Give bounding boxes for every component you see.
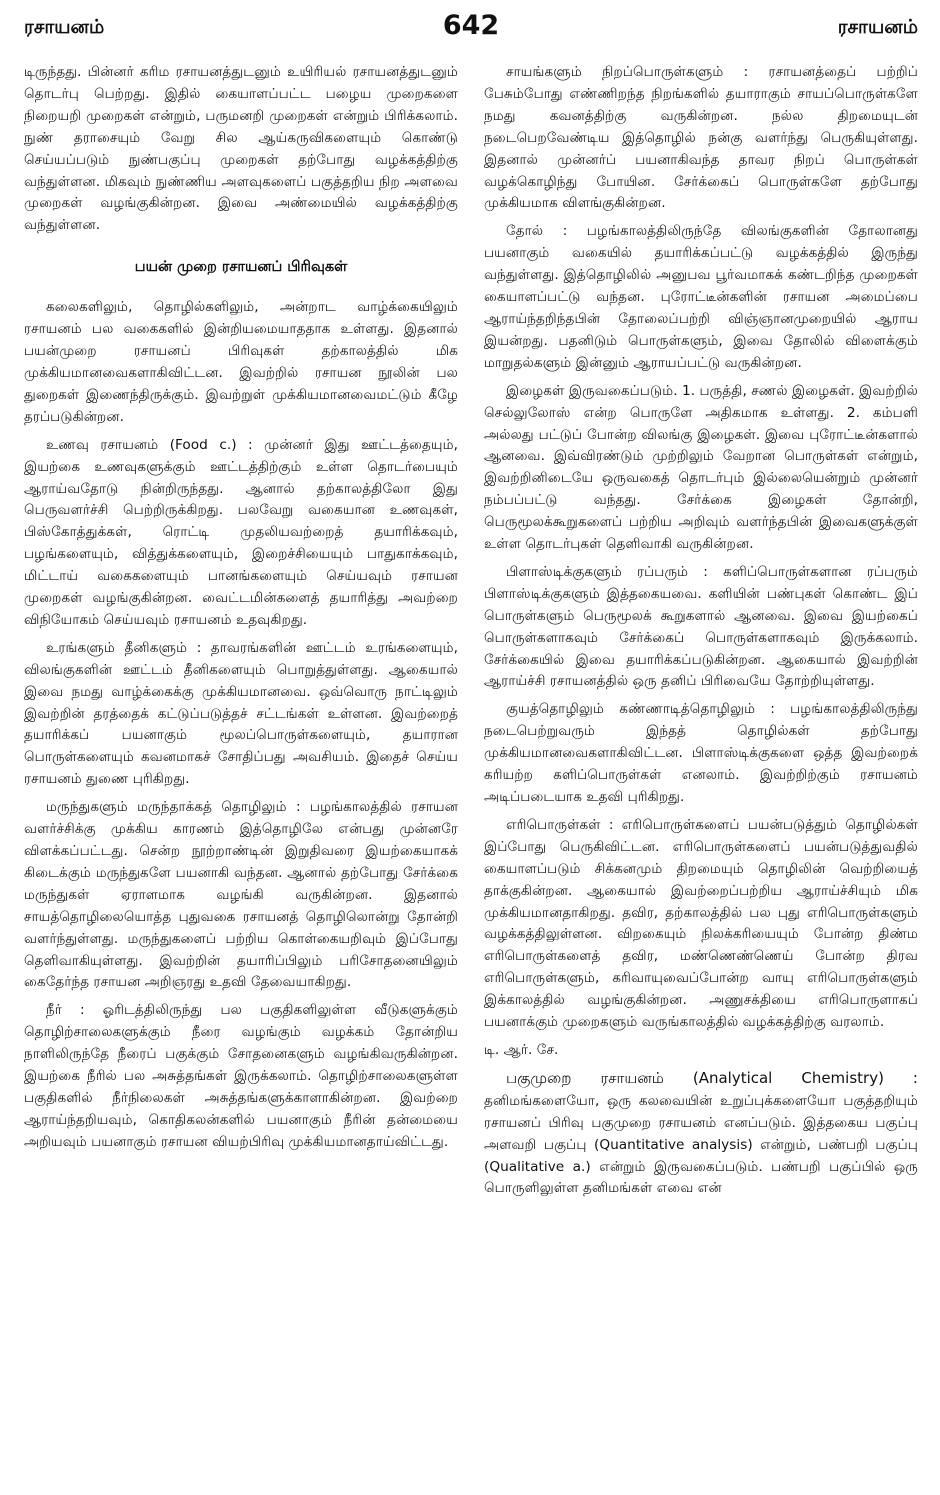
paragraph-water	[24, 1000, 458, 1153]
right-column	[484, 62, 918, 1206]
term-fuels: எரிபொருள்கள் :	[506, 816, 614, 833]
text-ceramics: பழங்காலத்திலிருந்து நடைபெற்றுவரும் இந்தத் தொழில்கள் தற்போது முக்கியமானவைகளாகிவிட்டன. பிளாஸ்டிக்குகளை ஒத்த இவற்றைக் கரியற்ற களிப்பொருள்கள் எனலாம். இவற்றிற்கும் ரசாயனம் அடிப்படையாக உதவி புரிகிறது.	[484, 701, 918, 805]
text-fertilizers: தாவரங்களின் ஊட்டம் உரங்களையும், விலங்குகளின் ஊட்டம் தீனிகளையும் பொறுத்துள்ளது. ஆகையால் இவை நமது வாழ்க்கைக்கு முக்கியமானவை. ஒவ்வொரு நாட்டிலும் இவற்றின் தரத்தைக் கட்டுப்படுத்தச் சட்டங்கள் உள்ளன. இவற்றைத் தயாரிக்கப் பயனாகும் மூலப்பொருள்களையும், தயாரான பொருள்களையும் கவனமாகச் சோதிப்பது அவசியம். இதைச் செய்ய ரசாயனம் துணை புரிகிறது.	[24, 639, 458, 788]
text-analytical: தனிமங்களையோ, ஒரு கலவையின் உறுப்புக்களையோ பகுத்தறியும் ரசாயனப் பிரிவு பகுமுறை ரசாயனம் எனப்படும். இத்தகைய பகுப்பு அளவறி பகுப்பு (Quantitative analysis) என்றும், பண்பறி பகுப்பு (Qualitative a.) என்றும் இருவகைப்படும். பண்பறி பகுப்பில் ஒரு பொருளிலுள்ள தனிமங்கள் எவை என்	[484, 1092, 918, 1197]
text-dyes: ரசாயனத்தைப் பற்றிப் பேசும்போது எண்ணிறந்த நிறங்களில் தயாராகும் சாயப்பொருள்களே நமது கவனத்திற்கு வருகின்றன. நல்ல திறமையுடன் நடைபெறவேண்டிய இத்தொழில் நன்கு வளர்ந்து பெருகியுள்ளது. இதனால் முன்னர்ப் பயனாகிவந்த தாவர நிறப் பொருள்கள் வழக்கொழிந்து போயின. சேர்க்கைப் பொருள்களே தற்போது முக்கியமாக விளங்குகின்றன.	[484, 64, 918, 212]
text-plastics: களிப்பொருள்களான ரப்பரும் பிளாஸ்டிக்குகளும் இத்தகையவை. களியின் பண்புகள் கொண்ட இப் பொருள்களும் பெருமூலக் கூறுகளால் ஆனவை. இவை இயற்கைப் பொருள்களாகவும் சேர்க்கைப் பொருள்களாகவும் இருக்கலாம். சேர்க்கையில் இவை தயாரிக்கப்படுகின்றன. ஆகையால் இவற்றின் ஆராய்ச்சி ரசாயனத்தில் ஒரு தனிப் பிரிவையே தோற்றியுள்ளது.	[484, 563, 918, 690]
intro-paragraph: டிருந்தது. பின்னர் கரிம ரசாயனத்துடனும் உயிரியல் ரசாயனத்துடனும் தொடர்பு பெற்றது. இதில் கையாளப்பட்ட பழைய முறைகளை நிறையறி முறைகள் என்றும், பருமனறி முறைகள் என்றும் பிரிக்கலாம். நுண் தராசையும் வேறு சில ஆய்கருவிகளையும் கொண்டு செய்யப்படும் நுண்பகுப்பு முறைகள் தற்போது வழக்கத்திற்கு வந்துள்ளன. மிகவும் நுண்ணிய அளவுகளைப் பகுத்தறிய நிற அளவை முறைகள் வழங்குகின்றன. இவை அண்மையில் வழக்கத்திற்கு வந்துள்ளன.	[24, 64, 458, 234]
two-column-body	[24, 62, 918, 1206]
paragraph-plastics	[484, 562, 918, 693]
page-number: 642	[442, 10, 500, 41]
paragraph-applied-branches: கலைகளிலும், தொழில்களிலும், அன்றாட வாழ்க்கையிலும் ரசாயனம் பல வகைகளில் இன்றியமையாததாக உள்ளது. இதனால் பயன்முறை ரசாயனப் பிரிவுகள் தற்காலத்தில் மிக முக்கியமானவைகளாகிவிட்டன. இவற்றில் ரசாயன நூலின் பல துறைகள் இணைந்திருக்கும். இவற்றுள் முக்கியமானவைமட்டும் கீழே தரப்படுகின்றன.	[24, 299, 458, 425]
running-header	[24, 10, 918, 50]
section-title: பயன் முறை ரசாயனப் பிரிவுகள்	[134, 259, 348, 276]
term-dyes: சாயங்களும் நிறப்பொருள்களும் :	[506, 64, 749, 80]
paragraph-dyes	[484, 62, 918, 215]
paragraph-analytical	[484, 1068, 918, 1200]
paragraph-fibres	[484, 381, 918, 556]
paragraph-drugs	[24, 797, 458, 994]
paragraph-fuels	[484, 815, 918, 1034]
paragraph-ceramics	[484, 699, 918, 809]
paragraph-leather	[484, 221, 918, 374]
author-signature: டி. ஆர். சே.	[484, 1041, 559, 1058]
term-water: நீர் :	[46, 1002, 85, 1019]
term-plastics: பிளாஸ்டிக்குகளும் ரப்பரும் :	[506, 563, 708, 580]
term-fertilizers: உரங்களும் தீனிகளும் :	[46, 639, 202, 656]
text-drugs: பழங்காலத்தில் ரசாயன வளர்ச்சிக்கு முக்கிய காரணம் இத்தொழிலே என்பது முன்னரே விளக்கப்பட்டது. சென்ற நூற்றாண்டின் இறுதிவரை இயற்கையாகக் கிடைக்கும் மருந்துகளே பயனாகி வந்தன. ஆனால் தற்போது சேர்க்கை மருந்துகள் ஏராளமாக வழங்கி வருகின்றன. இதனால் சாயத்தொழிலையொத்த புதுவகை ரசாயனத் தொழிலொன்று தோன்றி வளர்ந்துள்ளது. மருந்துகளைப் பற்றிய கொள்கையறிவும் இப்போது தெளிவாகியுள்ளது. இவற்றின் தயாரிப்பிலும் பரிசோதனையிலும் கைதேர்ந்த ரசாயன அறிஞரது உதவி தேவையாகிறது.	[24, 799, 458, 991]
term-food: உணவு ரசாயனம் (Food c.) :	[46, 436, 253, 453]
paragraph-fertilizers	[24, 638, 458, 791]
paragraph-food	[24, 435, 458, 632]
term-ceramics: குயத்தொழிலும் கண்ணாடித்தொழிலும் :	[506, 701, 775, 718]
term-fibres: இழைகள்	[506, 382, 565, 399]
header-left-title: ரசாயனம்	[24, 16, 105, 38]
term-leather: தோல் :	[506, 223, 568, 240]
left-column	[24, 62, 458, 1206]
text-water: ஓரிடத்திலிருந்து பல பகுதிகளிலுள்ள வீடுகளுக்கும் தொழிற்சாலைகளுக்கும் நீரை வழங்கும் வழக்கம் தோன்றிய நாளிலிருந்தே நீரைப் பகுக்கும் சோதனைகளும் வழங்கிவருகின்றன. இயற்கை நீரில் பல அசுத்தங்கள் இருக்கலாம். தொழிற்சாலைகளுள்ள பகுதிகளில் நீர்நிலைகள் அசுத்தங்களுக்காளாகின்றன. இவற்றை ஆராய்ந்தறியவும், கொதிகலன்களில் பயனாகும் நீரின் தன்மையை அறியவும் பயனாகும் ரசாயன வியற்பிரிவு முக்கியமானதாய்விட்டது.	[24, 1002, 458, 1150]
text-food: முன்னர் இது ஊட்டத்தையும், இயற்கை உணவுகளுக்கும் ஊட்டத்திற்கும் உள்ள தொடர்பையும் ஆராய்வதோடு நின்றிருந்தது. ஆனால் தற்காலத்திலோ இது பெருவளர்ச்சி பெற்றிருக்கிறது. பலவேறு வகையான உணவுகள், பிஸ்கோத்துக்கள், ரொட்டி முதலியவற்றைத் தயாரிக்கவும், பழங்களையும், வித்துக்களையும், இறைச்சியையும் பாதுகாக்கவும், மிட்டாய் வகைகளையும் பானங்களையும் செய்யவும் ரசாயன முறைகள் வழங்குகின்றன. வைட்டமின்களைத் தயாரித்து அவற்றை விநியோகம் செய்யவும் ரசாயனம் உதவுகிறது.	[24, 436, 458, 628]
text-fuels: எரிபொருள்களைப் பயன்படுத்தும் தொழில்கள் இப்போது பெருகிவிட்டன. எரிபொருள்களைப் பயன்படுத்துவதில் கையாளப்படும் சிக்கனமும் திறமையும் தொழிலின் வெற்றியைத் தாக்குகின்றன. ஆகையால் இவற்றைப்பற்றிய ஆராய்ச்சியும் மிக முக்கியமானதாகிறது. தவிர, தற்காலத்தில் பல புது எரிபொருள்களும் வழக்கத்திலுள்ளன. விறகையும் நிலக்கரியையும் போன்ற திண்ம எரிபொருள்களைத் தவிர, மண்ணெண்ணெய் போன்ற திரவ எரிபொருள்களும், கரிவாயுவைப்போன்ற வாயு எரிபொருள்களும் இக்காலத்தில் வழங்குகின்றன. அணுசக்தியை எரிபொருளாகப் பயனாக்கும் முறைகளும் வருங்காலத்தில் வழக்கத்திற்கு வரலாம்.	[484, 816, 918, 1031]
header-right-title: ரசாயனம்	[837, 16, 918, 38]
term-drugs: மருந்துகளும் மருந்தாக்கத் தொழிலும் :	[46, 799, 301, 816]
text-fibres: இருவகைப்படும். 1. பருத்தி, சணல் இழைகள். இவற்றில் செல்லுலோஸ் என்ற பொருளே அதிகமாக உள்ளது. 2. கம்பளி அல்லது பட்டுப் போன்ற விலங்கு இழைகள். இவை புரோட்டீன்களால் ஆனவை. இவ்விரண்டும் முற்றிலும் வேறான பொருள்கள் என்றும், இவற்றினிடையே ஒருவகைத் தொடர்பும் இல்லையென்றும் முன்னர் நம்பப்பட்டு வந்தது. சேர்க்கை இழைகள் தோன்றி, பெருமூலக்கூறுகளைப் பற்றிய அறிவும் வளர்ந்தபின் இவைகளுக்குள் உள்ள தொடர்புகள் தெளிவாகி வருகின்றன.	[484, 382, 918, 553]
term-analytical: பகுமுறை ரசாயனம் (Analytical Chemistry) :	[506, 1068, 918, 1087]
text-leather: பழங்காலத்திலிருந்தே விலங்குகளின் தோலானது பயனாகும் வகையில் தயாரிக்கப்பட்டு வழக்கத்தில் இருந்து வந்துள்ளது. இத்தொழிலில் அனுபவ பூர்வமாகக் கண்டறிந்த முறைகள் கையாளப்பட்டு வந்தன. புரோட்டீன்களின் ரசாயன அமைப்பை ஆராய்ந்தறிந்தபின் தோலைப்பற்றி விஞ்ஞானமுறையில் ஆராய இயன்றது. பதனிடும் பொருள்களும், இவை தோலில் விளைக்கும் மாறுதல்களும் இன்னும் ஆராயப்பட்டு வருகின்றன.	[484, 223, 918, 371]
